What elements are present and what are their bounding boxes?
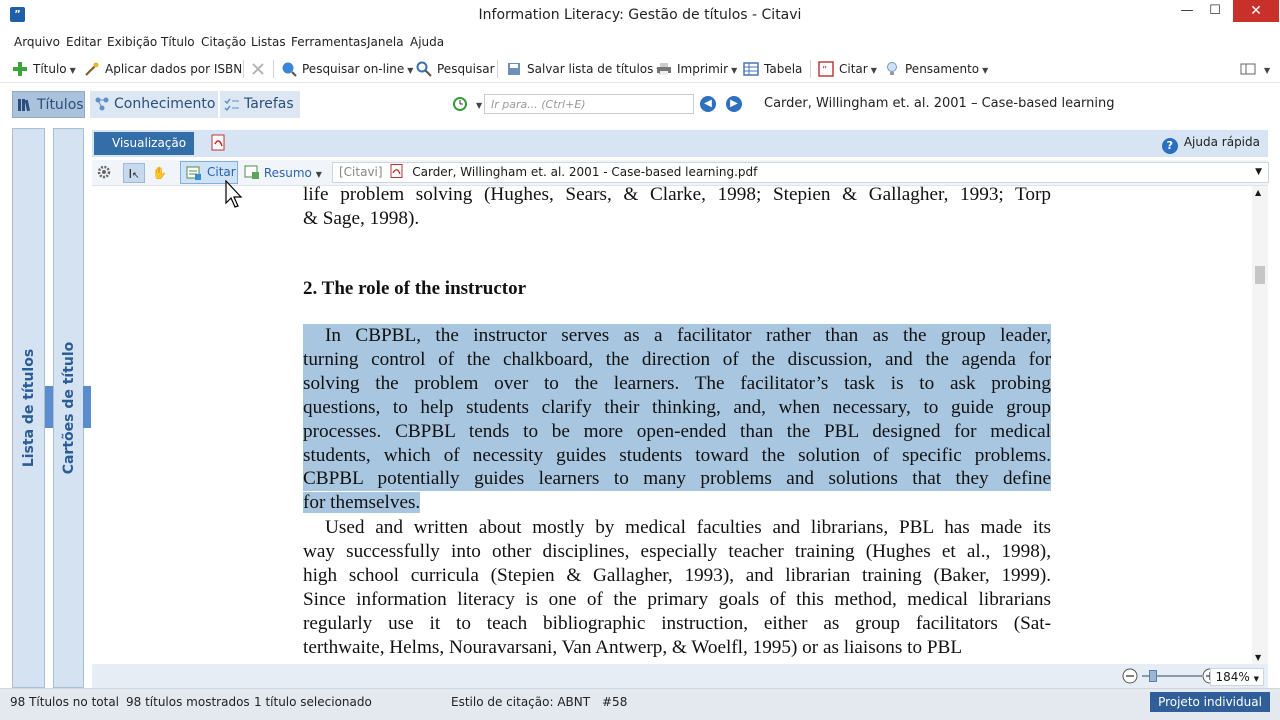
- titles-list-expander[interactable]: [45, 386, 53, 428]
- viewer-header: [92, 130, 1268, 157]
- tab-tarefas[interactable]: [220, 91, 300, 118]
- quote-icon: [818, 61, 834, 77]
- history-clock-icon: [452, 96, 468, 112]
- window-title: Information Literacy: Gestão de títulos - Citavi: [478, 7, 802, 23]
- status-shown-titles: 98 títulos mostrados: [126, 695, 250, 709]
- text-span: way successfully into other disciplines, especially teacher training (Hughes et al., 1998),: [303, 540, 1051, 562]
- quick-help-button[interactable]: [1162, 135, 1260, 154]
- table-label: Tabela: [764, 62, 803, 76]
- isbn-label: Aplicar dados por ISBN: [105, 62, 243, 76]
- add-title-button[interactable]: Título ▼: [12, 55, 76, 83]
- menu-listas[interactable]: Listas: [251, 35, 286, 49]
- highlighted-text: for themselves.: [303, 492, 421, 514]
- summary-label: Resumo: [263, 166, 312, 180]
- printer-icon: [656, 61, 672, 77]
- menu-ajuda[interactable]: Ajuda: [410, 35, 445, 49]
- text-line: [303, 636, 1051, 660]
- text-line: [303, 348, 1051, 372]
- text-line: [303, 420, 1051, 444]
- text-line: life problem solving (Hughes, Sears, & Clarke, 1998; Stepien & Gallagher, 1993; Torp: [303, 186, 1051, 205]
- hand-tool-icon[interactable]: ✋: [152, 166, 167, 180]
- cite-toolbar-label: Citar: [839, 62, 868, 76]
- highlighted-text: In CBPBL, the instructor serves as a facilitator rather than as the group leader,: [303, 324, 1051, 348]
- title-cards-expander[interactable]: [83, 386, 91, 428]
- highlighted-paragraph[interactable]: [303, 324, 1051, 515]
- toolbar-separator: [810, 60, 811, 78]
- save-list-label: Salvar lista de títulos: [527, 62, 654, 76]
- summary-dropdown[interactable]: Resumo ▼: [244, 163, 322, 183]
- main-toolbar: [0, 55, 1280, 83]
- citavi-app-icon[interactable]: ”: [10, 7, 25, 22]
- menu-bar: [0, 32, 1280, 54]
- text-line: [303, 396, 1051, 420]
- minimize-button[interactable]: —: [1180, 3, 1194, 18]
- magic-wand-icon: [84, 61, 100, 77]
- zoom-bar: [92, 664, 1268, 688]
- highlighted-text: questions, to help students clarify their thinking, and, when necessary, to guide group: [303, 396, 1051, 418]
- zoom-out-icon[interactable]: [1122, 668, 1138, 684]
- tab-conhecimento[interactable]: [90, 91, 218, 118]
- attachment-selector[interactable]: [332, 162, 1269, 183]
- summary-icon: [244, 164, 260, 180]
- text-span: Used and written about mostly by medical faculties and librarians, PBL has made its: [325, 517, 1051, 538]
- text-line: [303, 372, 1051, 396]
- menu-citacao[interactable]: Citação: [201, 35, 247, 49]
- status-selected-title: 1 título selecionado: [254, 695, 372, 709]
- print-label: Imprimir: [677, 62, 729, 76]
- tab-conhecimento-label: Conhecimento: [114, 96, 216, 112]
- highlighted-text: turning control of the chalkboard, the direction of the discussion, and the agenda for: [303, 348, 1051, 370]
- back-arrow-icon[interactable]: ◀: [700, 96, 716, 112]
- attachment-source-tag: [Citavi]: [339, 165, 383, 179]
- books-icon: [17, 97, 33, 113]
- text-span: terthwaite, Helms, Nouravarsani, Van Antwerp, & Woelfl, 1995) or as liaisons to PBL: [303, 636, 963, 658]
- text-line: [303, 491, 1051, 515]
- magnifier-icon: [416, 61, 432, 77]
- status-bar: [0, 688, 1280, 720]
- zoom-percent-label: 184%: [1215, 670, 1250, 684]
- pdf-icon[interactable]: [210, 134, 228, 152]
- text-line: [303, 588, 1051, 612]
- text-line: [303, 467, 1051, 491]
- text-line: & Sage, 1998).: [303, 207, 420, 229]
- status-total-titles: 98 Títulos no total: [10, 695, 120, 709]
- layout-icon: [1240, 61, 1256, 77]
- text-line: [303, 540, 1051, 564]
- menu-janela[interactable]: Janela: [367, 35, 404, 49]
- menu-titulo[interactable]: Título: [161, 35, 195, 49]
- goto-search-input[interactable]: Ir para... (Ctrl+E): [484, 94, 694, 114]
- delete-button[interactable]: [250, 55, 271, 83]
- visualization-label: Visualização: [112, 136, 187, 150]
- history-button[interactable]: ▼: [452, 92, 482, 116]
- svg-text:”: ”: [822, 65, 828, 76]
- tab-tarefas-label: Tarefas: [244, 96, 294, 112]
- maximize-button[interactable]: ☐: [1209, 3, 1221, 18]
- text-line: [303, 516, 1051, 540]
- online-search-button[interactable]: Pesquisar on-line ▼: [281, 55, 413, 83]
- status-record-number: #58: [602, 695, 628, 709]
- thought-label: Pensamento: [905, 62, 980, 76]
- highlighted-text: solving the problem over to the learners. The facilitator’s task is to ask probing: [303, 372, 1051, 394]
- toolbar-separator: [497, 60, 498, 78]
- checklist-icon: [224, 96, 240, 112]
- title-cards-label: Cartões de título: [60, 341, 77, 475]
- menu-editar[interactable]: Editar: [66, 35, 102, 49]
- layout-options-button[interactable]: ▼: [1240, 55, 1270, 83]
- table-grid-icon: [743, 61, 759, 77]
- section-heading: 2. The role of the instructor: [303, 278, 527, 299]
- save-list-button[interactable]: [506, 55, 663, 83]
- gear-icon[interactable]: [96, 163, 112, 183]
- title-cards-panel[interactable]: [53, 128, 84, 688]
- visualization-dropdown[interactable]: [94, 132, 194, 155]
- isbn-button[interactable]: [84, 55, 242, 83]
- zoom-slider-thumb[interactable]: [1149, 670, 1157, 682]
- mouse-cursor-icon: [225, 180, 245, 210]
- status-citation-style[interactable]: Estilo de citação: ABNT: [451, 695, 591, 709]
- text-span: regularly use it to teach bibliographic instruction, either as group facilitators (Sat-: [303, 612, 1051, 634]
- body-paragraph: [303, 516, 1051, 659]
- tab-titulos-label: Títulos: [37, 97, 84, 113]
- titles-list-label: Lista de títulos: [20, 348, 37, 468]
- thought-button[interactable]: Pensamento ▼: [884, 55, 988, 83]
- save-list-icon: [506, 61, 522, 77]
- document-scrollbar[interactable]: [1252, 186, 1268, 664]
- online-search-label: Pesquisar on-line: [302, 62, 405, 76]
- cite-button-label: Citar: [207, 165, 236, 179]
- pdf-document-view[interactable]: [92, 186, 1252, 664]
- pdf-file-icon: [390, 164, 404, 178]
- menu-arquivo[interactable]: Arquivo: [14, 35, 60, 49]
- tab-titulos[interactable]: [12, 91, 85, 118]
- viewer-toolbar: [92, 160, 1268, 186]
- knowledge-network-icon: [94, 96, 110, 112]
- chevron-down-icon[interactable]: ▼: [1255, 167, 1262, 177]
- highlighted-text: students, which of necessity guides students toward the solution of specific problems.: [303, 444, 1051, 466]
- search-button[interactable]: [416, 55, 495, 83]
- toolbar-separator: [273, 60, 274, 78]
- globe-search-icon: [281, 61, 297, 77]
- cite-toolbar-button[interactable]: ” Citar ▼: [818, 55, 877, 83]
- plus-icon: [12, 61, 28, 77]
- search-label: Pesquisar: [437, 62, 495, 76]
- delete-x-icon: [250, 61, 266, 77]
- document-top-text: [303, 186, 1051, 231]
- toolbar-separator: [243, 60, 244, 78]
- current-title-label: Carder, Willingham et. al. 2001 – Case-based learning: [764, 96, 1115, 111]
- print-button[interactable]: Imprimir ▼: [656, 55, 737, 83]
- text-select-tool-icon[interactable]: I↖: [123, 163, 145, 183]
- text-line: [303, 612, 1051, 636]
- cite-quote-icon: [186, 165, 202, 181]
- table-button[interactable]: [743, 55, 802, 83]
- close-button[interactable]: ✕: [1233, 0, 1279, 22]
- titles-list-panel[interactable]: [12, 128, 45, 688]
- scroll-down-icon[interactable]: ▼: [1255, 653, 1262, 662]
- scroll-up-icon[interactable]: ▲: [1255, 188, 1262, 197]
- text-line: [303, 444, 1051, 468]
- title-bar: [0, 0, 1280, 32]
- forward-arrow-icon[interactable]: ▶: [726, 96, 742, 112]
- highlighted-text: CBPBL potentially guides learners to many problems and solutions that they define: [303, 468, 1051, 490]
- menu-exibicao[interactable]: Exibição: [107, 35, 158, 49]
- text-line: [303, 564, 1051, 588]
- menu-ferramentas[interactable]: Ferramentas: [291, 35, 367, 49]
- zoom-percent-select[interactable]: 184% ▼: [1210, 668, 1264, 686]
- highlighted-text: processes. CBPBL tends to be more open-ended than the PBL designed for medical: [303, 420, 1051, 442]
- lightbulb-icon: [884, 61, 900, 77]
- quick-help-label: Ajuda rápida: [1183, 135, 1260, 149]
- scrollbar-thumb[interactable]: [1255, 266, 1265, 284]
- help-icon: ?: [1162, 138, 1178, 154]
- project-type-badge[interactable]: Projeto individual: [1150, 692, 1270, 712]
- text-span: Since information literacy is one of the primary goals of this method, medical librarians: [303, 588, 1051, 610]
- attachment-filename: Carder, Willingham et. al. 2001 - Case-based learning.pdf: [412, 165, 758, 179]
- text-span: high school curricula (Stepien & Gallagher, 1993), and librarian training (Baker, 1999).: [303, 564, 1051, 586]
- text-line: [303, 324, 1051, 348]
- add-title-label: Título: [33, 62, 67, 76]
